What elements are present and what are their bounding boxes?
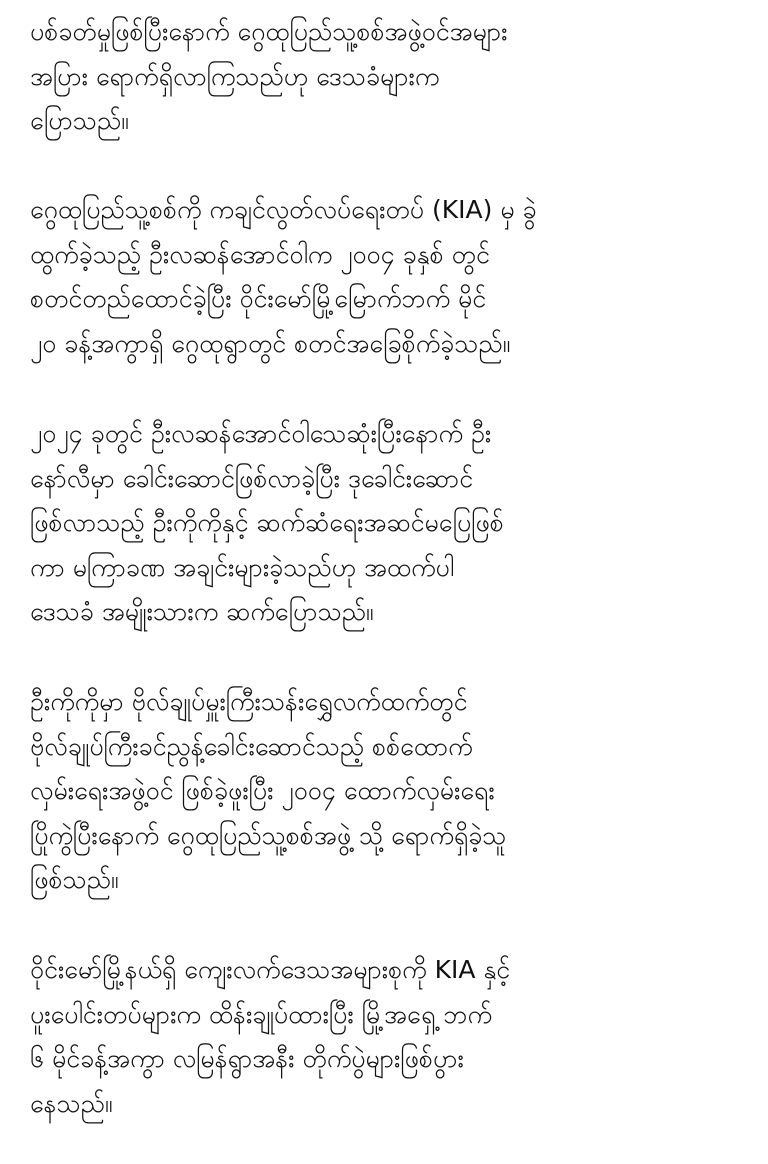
text-line: စတင်တည်ထောင်ခဲ့ပြီး ဝိုင်းမော်မြို့မြောက်ဘက် မိုင် (30, 284, 487, 313)
text-line: ဗိုလ်ချုပ်ကြီးခင်ညွန့်ခေါင်းဆောင်သည့် စစ်ထောက် (30, 731, 473, 761)
paragraph-4 (30, 680, 752, 903)
text-line: ၂၀ ခန့်အကွာရှိ ဂွေထုရွာတွင် စတင်အခြေစိုက်ခဲ့သည်။ (30, 328, 511, 358)
text-line: ဖြစ်လာသည့် ဦးကိုကိုနှင့် ဆက်ဆံရေးအဆင်မပြေဖြစ် (30, 508, 504, 537)
paragraph-5 (30, 948, 752, 1126)
text-line: ဝိုင်းမော်မြို့နယ်ရှိ ကျေးလက်ဒေသအများစုကို KIA နှင့် (30, 955, 511, 984)
text-line: ပြိုကွဲပြီးနောက် ဂွေထုပြည်သူ့စစ်အဖွဲ့ သို့ ရောက်ရှိခဲ့သူ (30, 820, 507, 850)
text-line: ဖြစ်သည်။ (30, 865, 119, 894)
paragraph-2 (30, 188, 752, 366)
text-line: ပစ်ခတ်မှုဖြစ်ပြီးနောက် ဂွေထုပြည်သူ့စစ်အဖွဲ့ဝင်အများ (30, 17, 508, 46)
text-line: ထွက်ခဲ့သည့် ဦးလဆန်အောင်ဝါက ၂၀၀၄ ခုနှစ် တွင် (30, 239, 490, 269)
paragraph-3 (30, 412, 752, 635)
paragraph-1 (30, 10, 752, 144)
text-line: ပြောသည်။ (30, 106, 129, 135)
text-line: ဂွေထုပြည်သူ့စစ်ကို ကချင်လွတ်လပ်ရေးတပ် (KIA) မှ ခွဲ (30, 195, 537, 224)
text-line: ဒေသခံ အမျိုးသားက ဆက်ပြောသည်။ (30, 597, 374, 626)
text-line: ဦးကိုကိုမှာ ဗိုလ်ချုပ်မှူးကြီးသန်းရွှေလက်ထက်တွင် (30, 687, 468, 716)
text-line: ပူးပေါင်းတပ်များက ထိန်းချုပ်ထားပြီး မြို့အရှေ့ ဘက် (30, 999, 492, 1029)
text-line: ၆ မိုင်ခန့်အကွာ လမြန်ရွာအနီး တိုက်ပွဲများဖြစ်ပွား (30, 1044, 464, 1073)
text-line: အပြား ရောက်ရှိလာကြသည်ဟု ဒေသခံများက (30, 61, 440, 91)
text-line: လှမ်းရေးအဖွဲ့ဝင် ဖြစ်ခဲ့ဖူးပြီး ၂၀၀၄ ထောက်လှမ်းရေး (30, 776, 495, 805)
text-line: နေသည်။ (30, 1088, 113, 1118)
text-line: ကာ မကြာခဏ အချင်းများခဲ့သည်ဟု အထက်ပါ (30, 552, 455, 582)
text-line: ၂၀၂၄ ခုတွင် ဦးလဆန်အောင်ဝါသေဆုံးပြီးနောက် ဦး (30, 419, 492, 448)
text-line: နော်လီမှာ ခေါင်းဆောင်ဖြစ်လာခဲ့ပြီး ဒုခေါင်းဆောင် (30, 463, 474, 493)
